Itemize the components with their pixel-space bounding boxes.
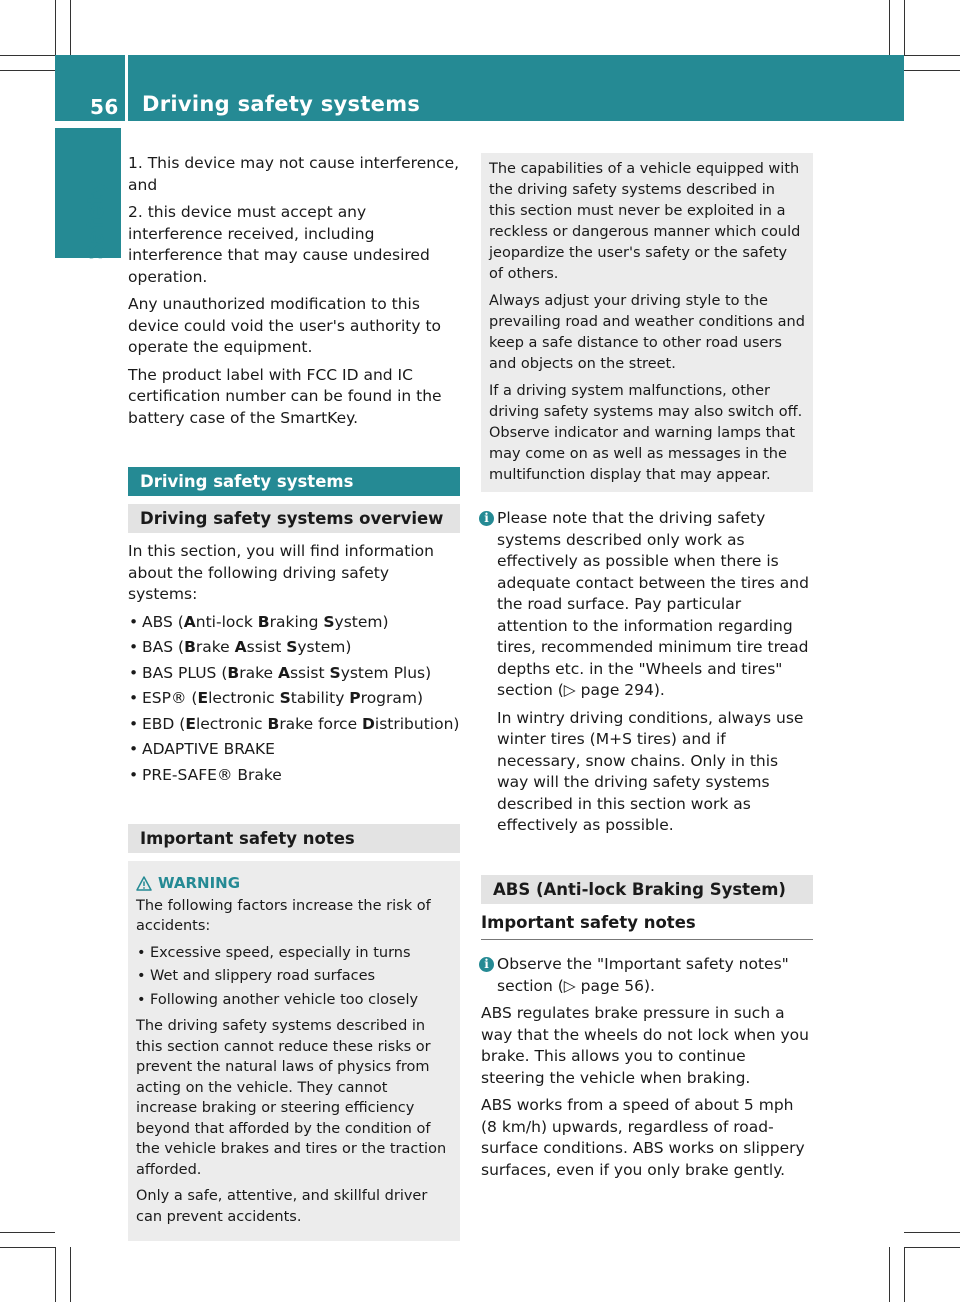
warning-body: The driving safety systems described in this section cannot reduce these risks or prevent the natural laws of physics from acting on the vehicle. They cannot increase braking or steering efficiency beyond that afforded by the condition of the vehicle brakes and tires or the traction afforded. [136, 1018, 447, 1178]
warning-title-text: WARNING [158, 874, 241, 892]
crop-mark [889, 0, 890, 55]
info-paragraph: In wintry driving conditions, always use winter tires (M+S tires) and if necessary, snow chains. Only in this way will the driving safety systems described in this section work as effectively as possible. [497, 708, 804, 834]
crop-mark [904, 1247, 960, 1248]
note-box [481, 153, 813, 492]
header-divider [125, 55, 128, 121]
abs-heading: ABS (Anti-lock Braking System) [481, 875, 813, 904]
info-icon: i [479, 511, 494, 526]
list-item: • EBD (Electronic Brake force Distribution) [128, 714, 460, 736]
note-paragraph: Always adjust your driving style to the prevailing road and weather conditions and keep a safe distance to other road users and objects on the street. [489, 293, 805, 372]
right-column [481, 153, 813, 1187]
intro-paragraph: 2. this device must accept any interference received, including interference that may cause undesired operation. [128, 203, 430, 286]
list-item: • Excessive speed, especially in turns [136, 943, 452, 964]
warning-title [136, 873, 452, 894]
crop-mark [904, 70, 960, 71]
crop-mark [55, 1247, 56, 1302]
crop-mark [904, 1232, 960, 1233]
warning-list [136, 943, 452, 1011]
crop-mark [70, 0, 71, 55]
list-item: • BAS (Brake Assist System) [128, 637, 460, 659]
crop-mark [904, 0, 905, 55]
page-number: 56 [90, 95, 119, 119]
crop-mark [904, 55, 960, 56]
crop-mark [70, 1247, 71, 1302]
crop-mark [0, 1232, 55, 1233]
intro-paragraph: 1. This device may not cause interference, and [128, 154, 460, 194]
list-item: • ADAPTIVE BRAKE [128, 739, 460, 761]
section-heading: Driving safety systems [128, 467, 460, 496]
header-title: Driving safety systems [142, 92, 421, 116]
crop-mark [0, 55, 55, 56]
overview-heading: Driving safety systems overview [128, 504, 460, 533]
abs-paragraph: ABS works from a speed of about 5 mph (8 km/h) upwards, regardless of road-surface conditions. ABS works on slippery surfaces, even if you only brake gently. [481, 1096, 805, 1179]
list-item: • PRE-SAFE® Brake [128, 765, 460, 787]
list-item: • BAS PLUS (Brake Assist System Plus) [128, 663, 460, 685]
info-paragraph: Observe the "Important safety notes" section (▷ page 56). [497, 955, 789, 995]
intro-paragraph: The product label with FCC ID and IC certification number can be found in the battery case of the SmartKey. [128, 365, 442, 427]
important-heading: Important safety notes [128, 824, 460, 853]
list-item: • ESP® (Electronic Stability Program) [128, 688, 460, 710]
warning-box [128, 861, 460, 1241]
warning-body: Only a safe, attentive, and skillful driver can prevent accidents. [136, 1188, 428, 1225]
note-paragraph: If a driving system malfunctions, other driving safety systems may also switch off. Observe indicator and warning lamps that may come on as well as messages in the multifunction display that may appear. [489, 383, 803, 483]
list-item: • Following another vehicle too closely [136, 990, 452, 1011]
warning-intro: The following factors increase the risk of accidents: [136, 897, 431, 934]
systems-list [128, 612, 460, 787]
overview-text: In this section, you will find information about the following driving safety systems: [128, 542, 434, 603]
list-item: • ABS (Anti-lock Braking System) [128, 612, 460, 634]
info-paragraph: Please note that the driving safety systems described only work as effectively as possible when there is adequate contact between the tires and the road surface. Pay particular attention to the information regarding tires, recommended minimum tire tread depths etc. in the "Wheels and tires" section (▷ page 294). [497, 509, 809, 699]
note-paragraph: The capabilities of a vehicle equipped with the driving safety systems described in this section must never be exploited in a reckless or dangerous manner which could jeopardize the user's safety or the safety of others. [489, 161, 801, 282]
crop-mark [0, 70, 55, 71]
warning-triangle-icon [136, 876, 152, 891]
side-tab-label: Safety [84, 179, 109, 260]
crop-mark [889, 1247, 890, 1302]
info-block [481, 954, 813, 997]
info-block [481, 508, 813, 837]
crop-mark [0, 1247, 55, 1248]
intro-paragraph: Any unauthorized modification to this device could void the user's authority to operate the equipment. [128, 295, 442, 356]
info-icon: i [479, 957, 494, 972]
crop-mark [904, 1247, 905, 1302]
list-item: • Wet and slippery road surfaces [136, 966, 452, 987]
left-column [128, 153, 460, 1241]
abs-paragraph: ABS regulates brake pressure in such a way that the wheels do not lock when you brake. This allows you to continue steering the vehicle when braking. [481, 1004, 809, 1087]
crop-mark [55, 0, 56, 55]
abs-subheading: Important safety notes [481, 912, 813, 941]
